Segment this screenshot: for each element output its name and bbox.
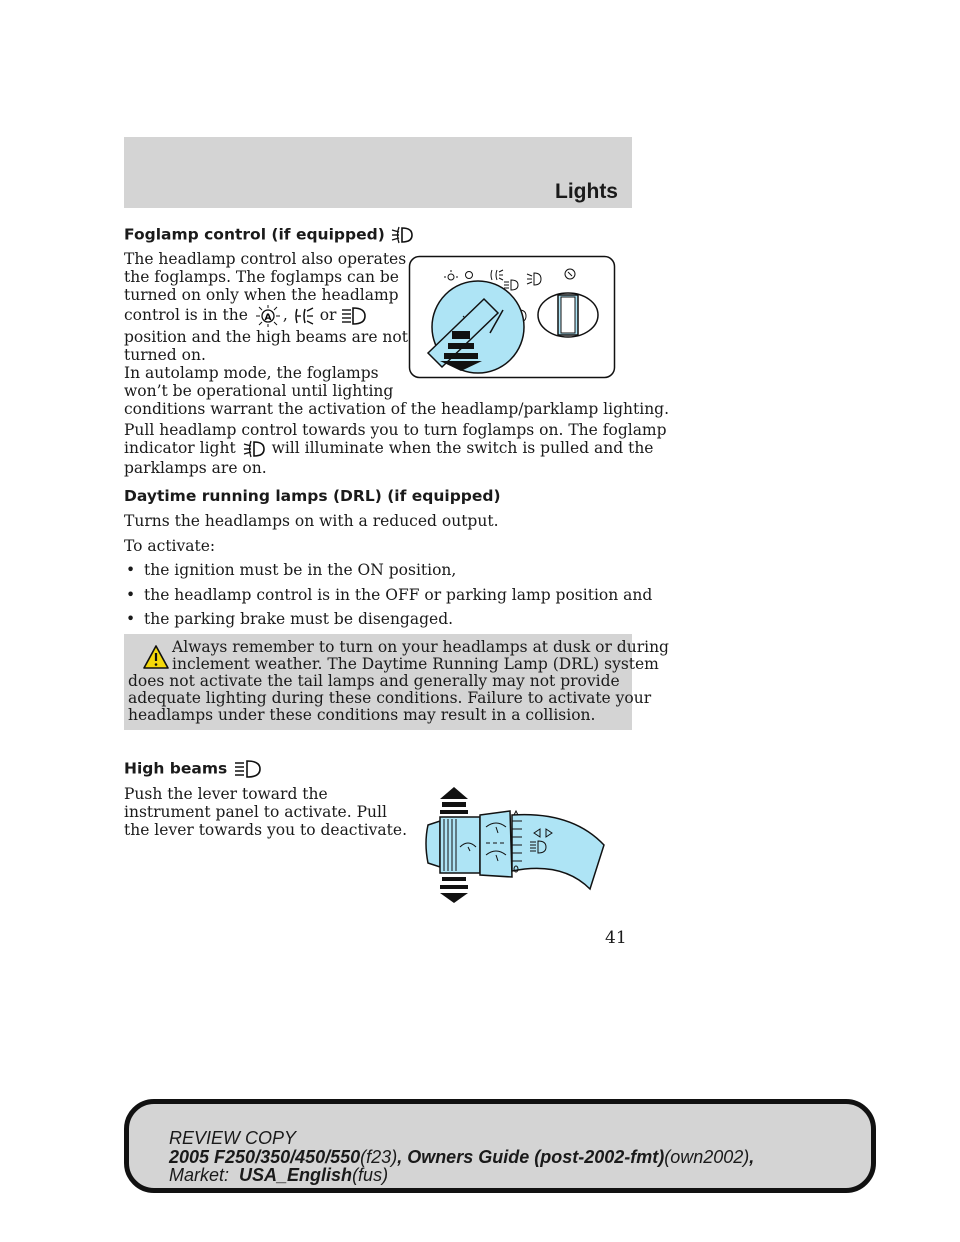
warning-line-4: adequate lighting during these conditions. Failure to activate your	[128, 689, 652, 707]
footer-line-3: Market: USA_English(fus)	[169, 1165, 389, 1185]
drl-intro: Turns the headlamps on with a reduced output.	[124, 512, 499, 530]
warning-line-2: inclement weather. The Daytime Running Lamp (DRL) system	[172, 655, 659, 673]
warning-line-3: does not activate the tail lamps and generally may not provide	[128, 672, 620, 690]
page-number: 41	[605, 928, 627, 948]
high-beam-icon	[233, 758, 263, 780]
warning-line-5: headlamps under these conditions may result in a collision.	[128, 706, 596, 724]
bullet-glyph: •	[126, 561, 136, 579]
autolamp-icon	[253, 304, 283, 328]
indicator-line: indicator light will illuminate when the switch is pulled and the	[124, 439, 654, 457]
footer-line-1: REVIEW COPY	[169, 1128, 297, 1148]
foglamp-indicator-icon	[241, 439, 267, 459]
foglamp-paragraph-3: Pull headlamp control towards you to turn foglamps on. The foglamp indicator light will illuminate when the switch is pulled and the parklamps are on.	[124, 421, 667, 477]
control-positions-line: control is in the A , or	[124, 304, 634, 328]
section-header	[124, 137, 632, 208]
headlamp-control-diagram	[408, 255, 616, 379]
multifunction-lever-diagram	[412, 785, 626, 905]
drl-to-activate: To activate:	[124, 537, 216, 555]
review-copy-footer	[124, 1099, 876, 1193]
warning-line-1: Always remember to turn on your headlamps at dusk or during	[172, 638, 669, 656]
parklamp-icon	[293, 305, 315, 327]
headlamp-icon	[341, 305, 367, 327]
high-beams-heading: High beams	[124, 758, 263, 780]
foglamp-icon	[390, 225, 414, 245]
warning-box	[124, 634, 669, 730]
high-beams-paragraph: Push the lever toward the instrument panel to activate. Pull the lever towards you to deactivate.	[124, 785, 408, 839]
bullet-glyph: •	[126, 586, 136, 604]
warning-icon	[142, 644, 170, 670]
bullet-glyph: •	[126, 610, 136, 628]
section-title: Lights	[555, 180, 618, 203]
drl-heading: Daytime running lamps (DRL) (if equipped)	[124, 487, 501, 505]
foglamp-paragraph-1: The headlamp control also operates the foglamps. The foglamps can be turned on only when the headlamp control is in the A , or position and the high beams are not turned on.	[124, 250, 634, 364]
footer-line-2: 2005 F250/350/450/550(f23), Owners Guide (post-2002-fmt)(own2002),	[169, 1147, 755, 1167]
foglamp-paragraph-2: In autolamp mode, the foglamps won’t be operational until lighting conditions warrant the activation of the headlamp/parklamp lighting.	[124, 364, 670, 418]
foglamp-heading: Foglamp control (if equipped)	[124, 225, 414, 245]
svg-text:A: A	[264, 313, 272, 323]
